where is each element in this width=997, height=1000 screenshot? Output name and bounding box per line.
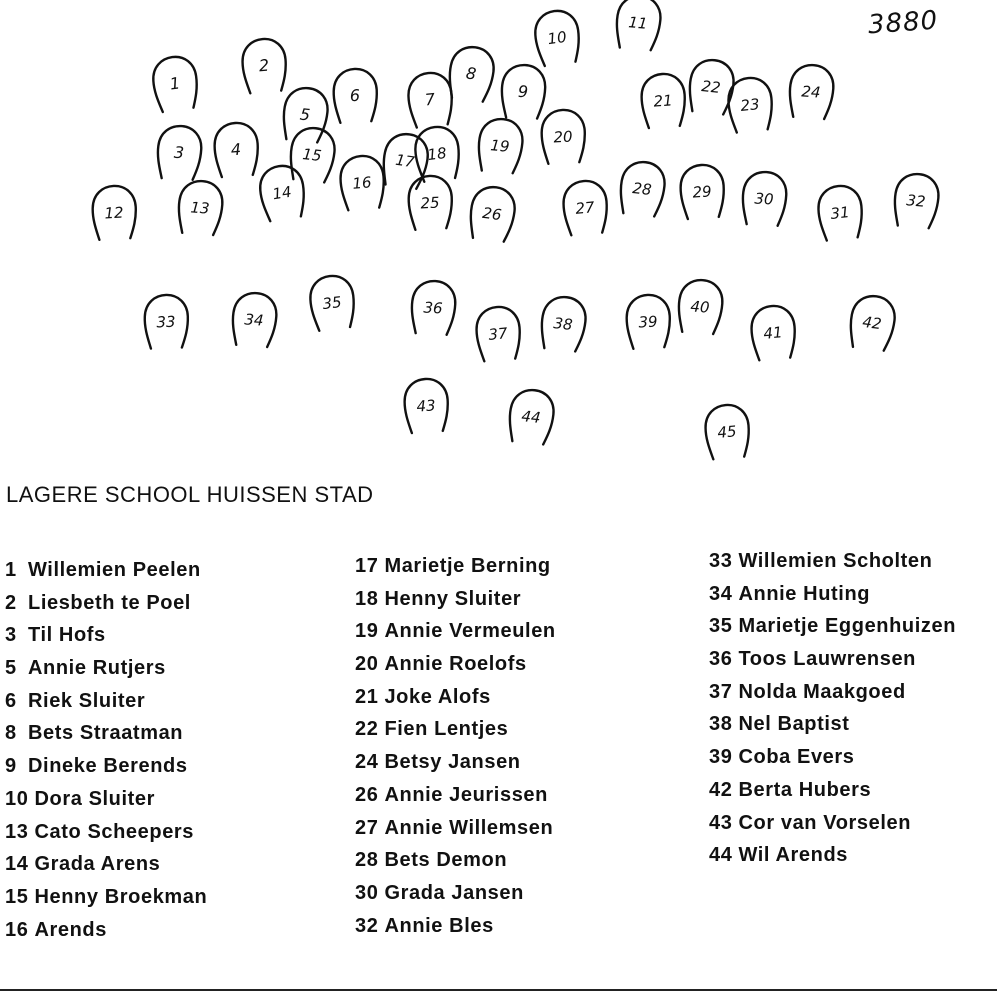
head-number: 2 — [258, 55, 270, 76]
head-outline-11 — [615, 0, 663, 51]
list-number: 9 — [5, 755, 17, 778]
head-number: 40 — [689, 297, 711, 317]
list-name: Arends — [34, 918, 107, 941]
list-number: 18 — [355, 587, 379, 610]
name-list-column-2 — [355, 550, 556, 942]
name-list-column-1 — [5, 554, 207, 946]
head-number: 42 — [861, 312, 883, 334]
list-number: 13 — [5, 820, 29, 843]
list-item — [709, 643, 956, 676]
list-name: Wil Arends — [738, 844, 848, 867]
head-outline-39 — [625, 294, 671, 349]
head-outline-13 — [177, 180, 224, 236]
head-outline-33 — [144, 294, 189, 348]
list-item — [5, 848, 207, 881]
head-outline-45 — [704, 403, 752, 460]
list-name: Marietje Berning — [384, 555, 551, 577]
list-name: Toos Lauwrensen — [738, 648, 916, 671]
list-number: 39 — [709, 746, 733, 769]
head-number: 18 — [426, 143, 448, 165]
list-item — [709, 545, 956, 578]
list-item — [709, 741, 956, 774]
head-number: 38 — [552, 314, 574, 334]
head-outline-10 — [532, 8, 582, 66]
head-number: 25 — [419, 193, 441, 213]
list-number: 20 — [355, 653, 379, 676]
list-item — [355, 844, 556, 877]
head-outline-15 — [288, 126, 336, 183]
list-number: 14 — [5, 853, 29, 876]
list-number: 32 — [355, 914, 379, 937]
head-number: 35 — [321, 292, 343, 314]
head-number: 32 — [905, 191, 927, 211]
list-item — [355, 746, 556, 779]
list-number: 26 — [355, 783, 379, 806]
list-item — [5, 783, 207, 816]
list-item — [5, 914, 207, 947]
list-number: 44 — [709, 844, 733, 867]
list-name: Annie Rutjers — [28, 657, 166, 680]
head-number: 14 — [271, 182, 293, 204]
list-item — [355, 648, 556, 681]
page-title: LAGERE SCHOOL HUISSEN STAD — [6, 482, 374, 507]
head-number: 5 — [298, 104, 312, 125]
list-item — [355, 713, 556, 746]
list-number: 5 — [5, 657, 17, 680]
list-number: 28 — [355, 849, 379, 872]
list-name: Nel Baptist — [738, 713, 850, 736]
head-number: 3 — [173, 142, 185, 163]
list-name: Henny Broekman — [34, 885, 208, 908]
head-number: 39 — [637, 312, 659, 332]
list-item — [5, 587, 207, 620]
list-item — [709, 610, 956, 643]
head-outline-3 — [157, 125, 203, 180]
head-outline-41 — [750, 304, 798, 361]
head-outline-26 — [468, 185, 517, 243]
list-name: Joke Alofs — [384, 685, 491, 708]
head-number: 7 — [423, 89, 437, 110]
head-outline-36 — [411, 280, 457, 335]
head-number: 31 — [829, 203, 851, 223]
list-item — [5, 685, 207, 718]
head-number: 19 — [489, 136, 511, 156]
list-name: Willemien Scholten — [738, 550, 933, 572]
head-outline-12 — [91, 185, 137, 240]
list-name: Annie Jeurissen — [384, 783, 548, 806]
list-name: Nolda Maakgoed — [738, 680, 906, 703]
list-item — [709, 839, 956, 872]
head-outline-20 — [540, 109, 586, 164]
list-item — [355, 681, 556, 714]
head-outline-27 — [562, 179, 610, 236]
list-item — [5, 750, 207, 783]
list-number: 1 — [5, 559, 17, 581]
head-number: 8 — [464, 63, 478, 84]
head-number: 1 — [168, 73, 182, 94]
list-number: 10 — [5, 787, 29, 810]
list-name: Annie Roelofs — [384, 653, 527, 676]
head-outline-5 — [281, 86, 329, 143]
list-number: 19 — [355, 620, 379, 643]
list-number: 6 — [5, 689, 17, 712]
list-name: Til Hofs — [28, 624, 106, 647]
head-outline-34 — [231, 292, 278, 348]
head-outline-21 — [640, 73, 687, 129]
list-number: 21 — [355, 685, 379, 708]
list-number: 37 — [709, 680, 733, 703]
list-item — [355, 615, 556, 648]
list-number: 35 — [709, 615, 733, 638]
head-outline-43 — [403, 378, 450, 434]
list-item — [709, 578, 956, 611]
head-number: 4 — [230, 139, 242, 160]
list-name: Bets Demon — [384, 849, 508, 872]
head-outline-40 — [677, 279, 724, 335]
head-outline-8 — [447, 45, 496, 103]
list-number: 15 — [5, 885, 29, 908]
list-item — [355, 812, 556, 845]
head-number: 34 — [243, 310, 265, 330]
list-item — [355, 583, 556, 616]
head-outline-6 — [332, 68, 378, 123]
head-outline-14 — [257, 163, 308, 222]
list-number: 17 — [355, 555, 379, 577]
head-outline-7 — [406, 71, 454, 128]
bottom-rule — [0, 989, 997, 991]
list-number: 8 — [5, 722, 17, 745]
list-number: 16 — [5, 918, 29, 941]
head-outline-16 — [339, 154, 387, 211]
head-number: 28 — [631, 179, 653, 199]
head-number: 43 — [415, 396, 437, 416]
list-name: Marietje Eggenhuizen — [738, 615, 957, 638]
list-item — [355, 877, 556, 910]
head-number: 23 — [739, 95, 761, 115]
head-outline-44 — [507, 388, 555, 445]
head-number: 24 — [800, 82, 822, 102]
list-name: Bets Straatman — [28, 722, 184, 745]
head-outline-42 — [848, 294, 897, 352]
head-number: 6 — [349, 85, 361, 106]
head-outline-2 — [241, 37, 289, 94]
head-outline-38 — [539, 295, 587, 352]
head-number: 44 — [520, 407, 542, 427]
list-number: 38 — [709, 713, 733, 736]
head-outline-9 — [501, 64, 546, 118]
list-item — [5, 881, 207, 914]
head-number: 21 — [652, 91, 674, 111]
head-outline-31 — [816, 184, 864, 241]
head-number: 37 — [487, 324, 509, 344]
list-item — [5, 619, 207, 652]
head-outline-19 — [477, 117, 525, 174]
head-number: 20 — [552, 127, 574, 147]
list-name: Dora Sluiter — [34, 787, 156, 810]
list-item — [5, 652, 207, 685]
list-name: Annie Huting — [738, 582, 871, 605]
head-outline-37 — [475, 305, 523, 362]
reference-number: 3880 — [867, 5, 940, 41]
head-number: 30 — [753, 189, 775, 209]
head-number: 13 — [189, 198, 211, 218]
head-outline-23 — [726, 76, 774, 133]
head-number: 41 — [762, 323, 784, 343]
head-outline-32 — [893, 172, 941, 229]
head-outline-30 — [742, 171, 788, 226]
head-outline-1 — [150, 54, 200, 112]
list-name: Coba Evers — [738, 746, 855, 769]
head-number: 36 — [422, 298, 444, 318]
head-outline-29 — [679, 164, 726, 220]
list-number: 24 — [355, 751, 379, 774]
list-name: Cor van Vorselen — [738, 811, 912, 834]
list-name: Dineke Berends — [28, 755, 188, 778]
list-item — [709, 676, 956, 709]
list-number: 3 — [5, 624, 17, 647]
list-item — [709, 774, 956, 807]
head-number: 10 — [546, 27, 568, 49]
list-number: 33 — [709, 550, 733, 572]
name-list-column-3 — [709, 545, 956, 872]
head-outline-25 — [407, 175, 453, 230]
list-name: Betsy Jansen — [384, 751, 521, 774]
list-name: Annie Willemsen — [384, 816, 554, 839]
head-number: 29 — [691, 182, 713, 202]
list-number: 22 — [355, 718, 379, 741]
head-number: 33 — [156, 312, 176, 332]
head-outline-18 — [413, 125, 462, 183]
list-name: Henny Sluiter — [384, 587, 522, 610]
list-item — [355, 779, 556, 812]
head-outline-diagram — [0, 0, 997, 475]
head-outline-24 — [788, 64, 835, 120]
list-number: 43 — [709, 811, 733, 834]
list-name: Grada Arens — [34, 853, 161, 876]
list-item — [5, 554, 207, 587]
head-outline-4 — [213, 122, 260, 178]
list-item — [5, 717, 207, 750]
list-number: 27 — [355, 816, 379, 839]
list-item — [5, 816, 207, 849]
head-number: 12 — [103, 203, 125, 223]
list-item — [355, 550, 556, 583]
list-item — [355, 910, 556, 943]
head-number: 45 — [716, 422, 738, 442]
list-name: Grada Jansen — [384, 881, 524, 904]
list-name: Cato Scheepers — [34, 820, 195, 843]
list-number: 2 — [5, 591, 17, 614]
head-number: 11 — [627, 13, 649, 33]
head-number: 26 — [481, 203, 503, 225]
head-number: 9 — [517, 81, 529, 102]
head-number: 27 — [574, 198, 596, 218]
list-name: Berta Hubers — [738, 778, 872, 801]
head-number: 22 — [700, 77, 722, 97]
head-outline-28 — [618, 160, 666, 217]
head-outline-35 — [308, 274, 357, 332]
list-name: Annie Vermeulen — [384, 620, 556, 643]
head-number: 15 — [301, 145, 323, 165]
head-number: 16 — [351, 173, 373, 193]
list-name: Willemien Peelen — [28, 559, 201, 581]
list-number: 30 — [355, 881, 379, 904]
list-number: 34 — [709, 582, 733, 605]
list-number: 36 — [709, 648, 733, 671]
list-item — [709, 708, 956, 741]
list-number: 42 — [709, 778, 733, 801]
list-item — [709, 807, 956, 840]
list-name: Fien Lentjes — [384, 718, 509, 741]
head-number: 17 — [394, 150, 416, 172]
list-name: Annie Bles — [384, 914, 494, 937]
list-name: Liesbeth te Poel — [28, 591, 191, 614]
list-name: Riek Sluiter — [28, 689, 146, 712]
